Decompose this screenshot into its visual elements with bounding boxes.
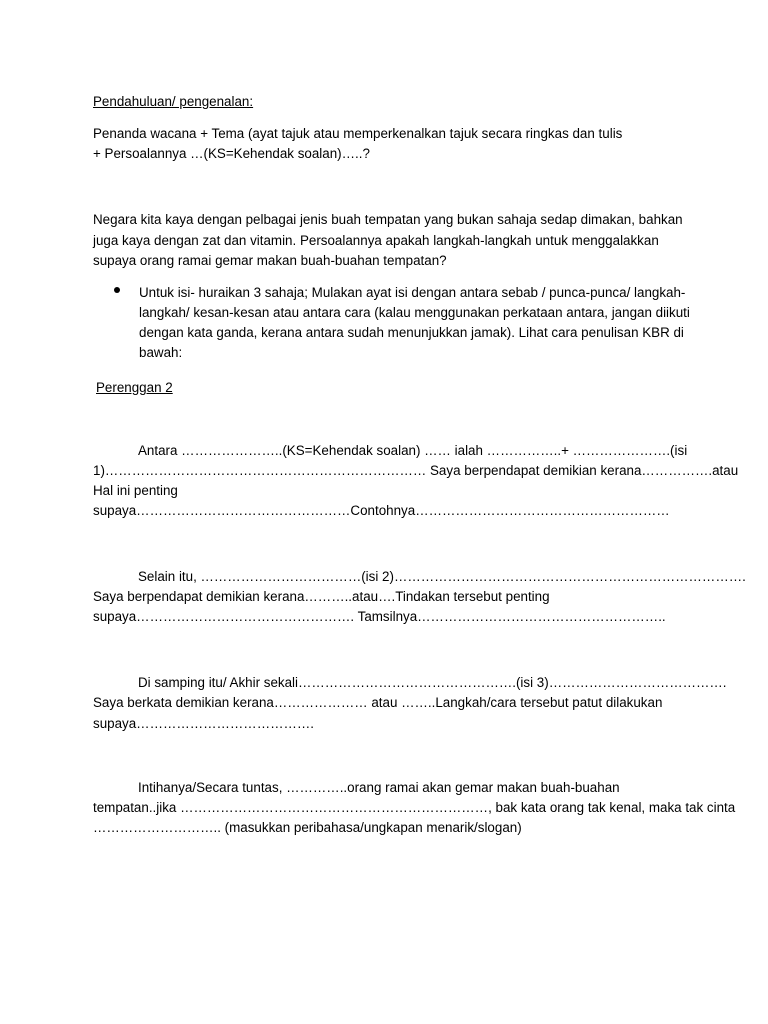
para1-line-4: supaya…………………………………………Contohnya………………………………………………… — [93, 503, 670, 518]
para4-line-3: ……………………….. (masukkan peribahasa/ungkapan menarik/slogan) — [93, 820, 522, 835]
intro-heading: Pendahuluan/ pengenalan: — [93, 94, 254, 109]
perenggan-heading: Perenggan 2 — [96, 380, 173, 395]
example-line-2: juga kaya dengan zat dan vitamin. Persoalannya apakah langkah-langkah untuk menggalakkan — [93, 233, 659, 248]
para3-line-2: Saya berkata demikian kerana………………… atau ……..Langkah/cara tersebut patut dilakukan — [93, 695, 663, 710]
intro-line-1: Penanda wacana + Tema (ayat tajuk atau memperkenalkan tajuk secara ringkas dan tulis — [93, 126, 623, 141]
example-line-1: Negara kita kaya dengan pelbagai jenis buah tempatan yang bukan sahaja sedap dimakan, bahkan — [93, 212, 683, 227]
para1-line-2: 1)……………………………………………………………… Saya berpendapat demikian kerana…………….atau — [93, 463, 739, 478]
para2-line-1: Selain itu, ………………………………(isi 2)……………………………………………………………………. — [138, 569, 746, 584]
para3-line-3: supaya…………………………………. — [93, 716, 314, 731]
intro-line-2: + Persoalannya …(KS=Kehendak soalan)…..? — [93, 146, 370, 161]
bullet-line-2: langkah/ kesan-kesan atau antara cara (kalau menggunakan perkataan antara, jangan diikuti — [139, 305, 690, 320]
para2-line-3: supaya…………………………………………. Tamsilnya……………………………………………….. — [93, 609, 666, 624]
para4-line-2: tempatan..jika ……………………………………………………………, bak kata orang tak kenal, maka tak cinta — [93, 800, 736, 815]
para2-line-2: Saya berpendapat demikian kerana………..atau….Tindakan tersebut penting — [93, 589, 550, 604]
para1-line-3: Hal ini penting — [93, 483, 178, 498]
example-line-3: supaya orang ramai gemar makan buah-buahan tempatan? — [93, 253, 447, 268]
para3-line-1: Di samping itu/ Akhir sekali………………………………………….(isi 3)…………………………………. — [138, 675, 727, 690]
bullet-icon — [114, 287, 120, 293]
bullet-line-3: dengan kata ganda, kerana antara sudah menunjukkan jamak). Lihat cara penulisan KBR di — [139, 325, 684, 340]
para1-line-1: Antara …………………..(KS=Kehendak soalan) …… ialah ……………..+ ………………….(isi — [138, 443, 688, 458]
bullet-line-1: Untuk isi- huraikan 3 sahaja; Mulakan ayat isi dengan antara sebab / punca-punca/ langkah- — [139, 285, 686, 300]
para4-line-1: Intihanya/Secara tuntas, …………..orang ramai akan gemar makan buah-buahan — [138, 780, 620, 795]
bullet-line-4: bawah: — [139, 345, 183, 360]
